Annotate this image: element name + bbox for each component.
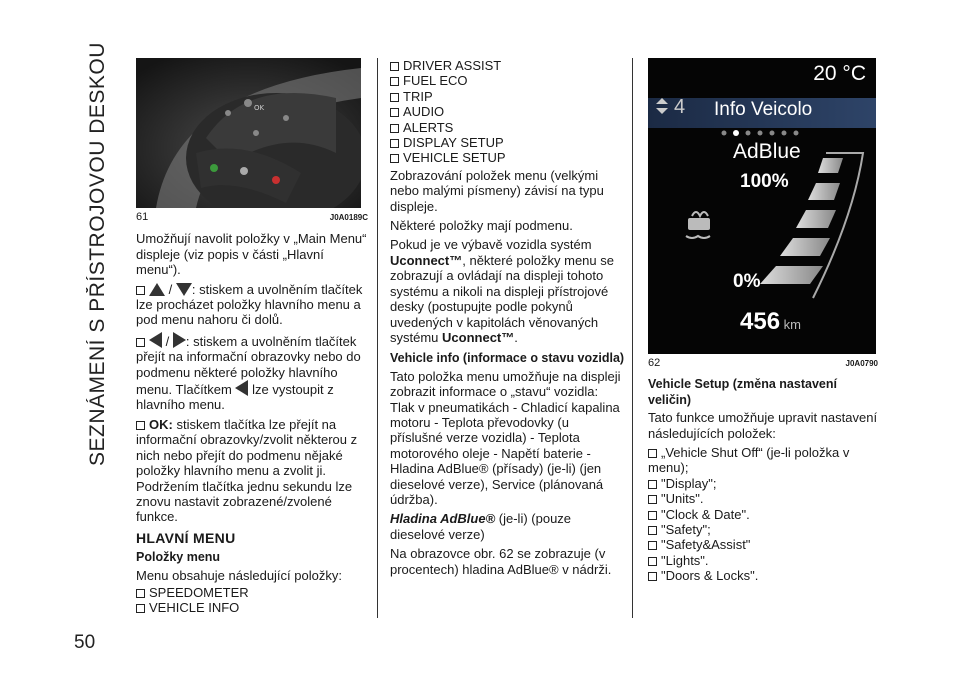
triangle-down-icon	[176, 283, 192, 296]
subheading: Vehicle info (informace o stavu vozidla)	[390, 351, 625, 366]
bullet-square-icon	[390, 62, 399, 71]
updown-paragraph: / : stiskem a uvolněním tlačítek lze procházet položky hlavního menu a pod menu nahoru či dolů.	[136, 281, 363, 328]
list-item: "Safety&Assist"	[648, 537, 878, 552]
list-item: SPEEDOMETER	[136, 585, 368, 600]
column-1	[136, 58, 368, 616]
bullet-square-icon	[648, 557, 657, 566]
bullet-square-icon	[390, 93, 399, 102]
bullet-square-icon	[136, 589, 145, 598]
bullet-square-icon	[648, 495, 657, 504]
column-2	[390, 58, 625, 581]
list-item: "Clock & Date".	[648, 507, 878, 522]
figure-number: 62	[648, 357, 661, 369]
figure-62	[648, 58, 878, 371]
bullet-square-icon	[648, 526, 657, 535]
figure-number: 61	[136, 211, 149, 223]
list-item: "Lights".	[648, 553, 878, 568]
list-item: „Vehicle Shut Off“ (je-li položka v menu);	[648, 445, 850, 476]
steering-wheel-photo	[136, 58, 361, 208]
bullet-square-icon	[648, 511, 657, 520]
leftright-paragraph: / : stiskem a uvolněním tlačítek přejít na informační obrazovky nebo do podmenu některé položky hlavního menu. Tlačítkem lze vystoupit z hlavního menu.	[136, 333, 361, 413]
bullet-square-icon	[136, 338, 145, 347]
dashboard-display-photo	[648, 58, 876, 354]
column-divider-1	[377, 58, 378, 618]
ok-paragraph: OK: stiskem tlačítka lze přejít na informační obrazovky/zvolit některou z nich nebo přejít do podmenu nějaké položky hlavního menu a zvolit ji. Podržením tlačítka jednu sekundu lze znovu nastavit zobrazené/zvolené funkce.	[136, 416, 358, 525]
menu-index: 4	[674, 96, 686, 118]
paragraph: Pokud je ve výbavě vozidla systém Uconnect™, některé položky menu se zobrazují a ovládají na displeji tohoto systému a nikoli na displeji přístrojové desky (postupujte podle pokynů uvedených v kapitolách věnovaných systému Uconnect™.	[390, 237, 614, 345]
column-3	[648, 58, 878, 584]
item-title: AdBlue	[733, 140, 801, 163]
list-item: AUDIO	[390, 104, 625, 119]
bullet-square-icon	[136, 286, 145, 295]
triangle-up-icon	[149, 283, 165, 296]
paragraph: Některé položky mají podmenu.	[390, 218, 573, 234]
list-item: ALERTS	[390, 120, 625, 135]
figure-61	[136, 58, 368, 225]
level-bottom: 0%	[733, 271, 761, 292]
list-item: "Display";	[648, 476, 878, 491]
triangle-right-icon	[173, 332, 186, 348]
figure-code: J0A0790	[845, 359, 878, 368]
menu-intro: Menu obsahuje následující položky:	[136, 567, 342, 583]
intro-paragraph: Umožňují navolit položky v „Main Menu“ displeje (viz popis v části „Hlavní menu“).	[136, 231, 367, 278]
column-divider-2	[632, 58, 633, 618]
list-item: "Doors & Locks".	[648, 568, 878, 583]
bullet-square-icon	[648, 572, 657, 581]
paragraph: Tato položka menu umožňuje na displeji zobrazit informace o „stavu“ vozidla: Tlak v pneumatikách - Chladicí kapalina motoru - Teplota převodovky (u příslušné verze vozidla) - Teplota motorového oleje - Napětí baterie - Hladina AdBlue® (přísady) (je-li) (jen dieselové verze), Service (plánovaná údržba).	[390, 368, 621, 507]
list-item: DRIVER ASSIST	[390, 58, 625, 73]
paragraph: Zobrazování položek menu (velkými nebo malými písmeny) závisí na typu displeje.	[390, 167, 604, 214]
page-number: 50	[74, 632, 96, 653]
bullet-square-icon	[648, 480, 657, 489]
bullet-square-icon	[390, 77, 399, 86]
paragraph: Na obrazovce obr. 62 se zobrazuje (v procentech) hladina AdBlue® v nádrži.	[390, 546, 612, 577]
list-item: VEHICLE INFO	[136, 600, 368, 615]
bullet-square-icon	[390, 139, 399, 148]
level-top: 100%	[740, 171, 789, 192]
list-item: DISPLAY SETUP	[390, 135, 625, 150]
bullet-square-icon	[390, 154, 399, 163]
temperature-readout: 20 °C	[813, 62, 866, 85]
paragraph: Tato funkce umožňuje upravit nastavení následujících položek:	[648, 410, 878, 441]
list-item: "Units".	[648, 491, 878, 506]
subheading: Položky menu	[136, 550, 221, 565]
chapter-title: SEZNÁMENÍ S PŘÍSTROJOVOU DESKOU	[86, 42, 109, 466]
list-item: FUEL ECO	[390, 73, 625, 88]
triangle-left-icon	[235, 380, 248, 396]
bullet-square-icon	[136, 421, 145, 430]
bullet-square-icon	[648, 449, 657, 458]
list-item: VEHICLE SETUP	[390, 150, 625, 165]
subheading: Vehicle Setup (změna nastavení veličin)	[648, 377, 837, 407]
list-item: TRIP	[390, 89, 625, 104]
bullet-square-icon	[136, 604, 145, 613]
triangle-left-icon	[149, 332, 162, 348]
list-item: "Safety";	[648, 522, 878, 537]
menu-title: Info Veicolo	[714, 99, 813, 120]
bullet-square-icon	[390, 124, 399, 133]
svg-text:OK: OK	[254, 104, 265, 112]
bullet-square-icon	[390, 108, 399, 117]
paragraph: Hladina AdBlue® (je-li) (pouze dieselové verze)	[390, 511, 572, 542]
section-heading: HLAVNÍ MENU	[136, 529, 236, 546]
range-readout: 456 km	[740, 308, 802, 335]
bullet-square-icon	[648, 541, 657, 550]
figure-code: J0A0189C	[329, 213, 368, 222]
